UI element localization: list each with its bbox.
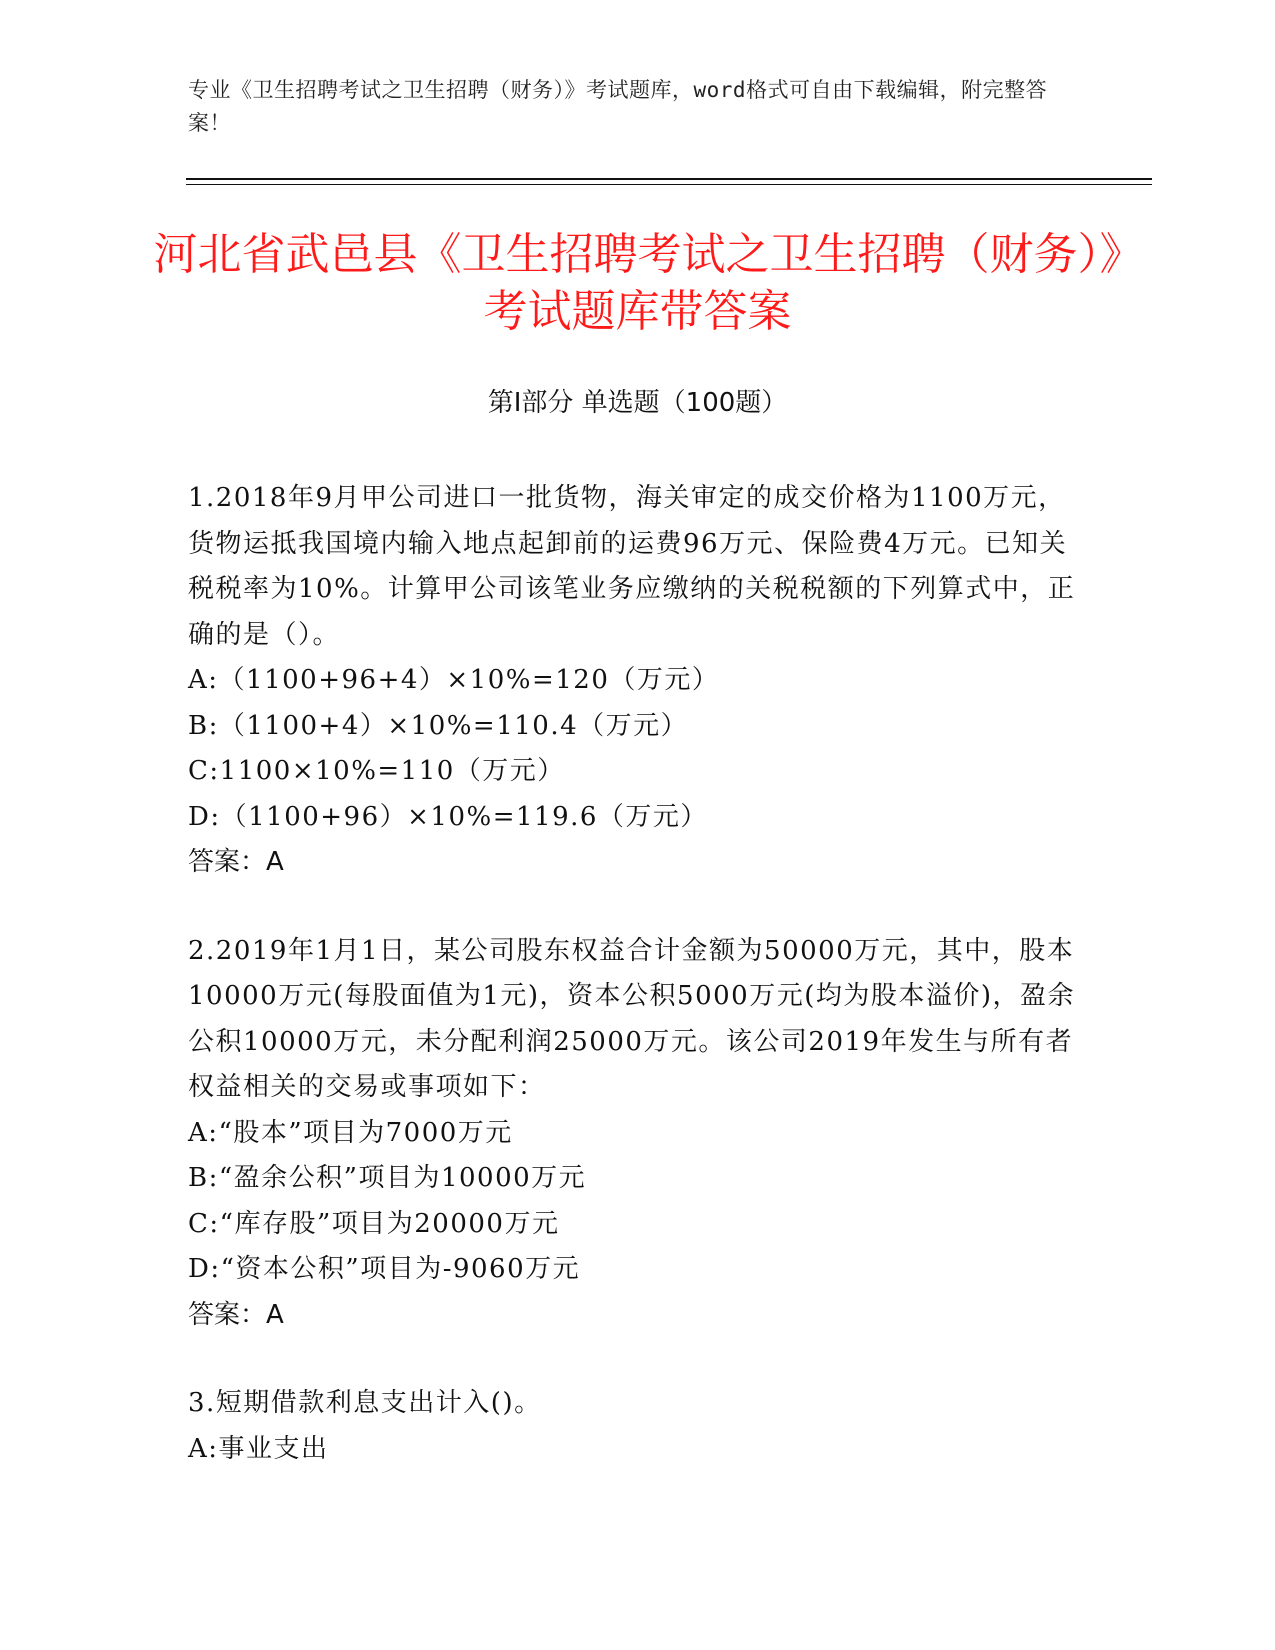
option-d: D:“资本公积”项目为-9060万元 — [188, 1254, 581, 1284]
answer: 答案：A — [188, 1299, 284, 1330]
option-b: B:（1100+4）×10%=110.4（万元） — [188, 710, 689, 741]
question-list — [188, 476, 1088, 1515]
question-stem: 2.2019年1月1日，某公司股东权益合计金额为50000万元，其中，股本10000万元(每股面值为1元)，资本公积5000万元(均为股本溢价)，盈余公积10000万元，未分配利润25000万元。该公司2019年发生与所有者权益相关的交易或事项如下： — [188, 935, 1075, 1102]
question-3 — [188, 1381, 1088, 1472]
option-c: C:1100×10%=110（万元） — [188, 756, 565, 786]
answer: 答案：A — [188, 847, 284, 877]
option-a: A:“股本”项目为7000万元 — [188, 1117, 513, 1148]
option-d: D:（1100+96）×10%=119.6（万元） — [188, 801, 708, 832]
header-rule-thick — [186, 178, 1152, 180]
section-heading: 第I部分 单选题（100题） — [487, 388, 788, 418]
option-b: B:“盈余公积”项目为10000万元 — [188, 1163, 587, 1193]
question-stem: 1.2018年9月甲公司进口一批货物，海关审定的成交价格为1100万元，货物运抵我国境内输入地点起卸前的运费96万元、保险费4万元。已知关税税率为10%。计算甲公司该笔业务应缴纳的关税税额的下列算式中，正确的是（）。 — [188, 483, 1076, 650]
option-a: A:（1100+96+4）×10%=120（万元） — [188, 665, 720, 695]
document-title: 河北省武邑县《卫生招聘考试之卫生招聘（财务）》考试题库带答案 — [153, 229, 1122, 337]
header-rule-thin — [186, 184, 1152, 185]
question-2 — [188, 929, 1088, 1339]
header-note: 专业《卫生招聘考试之卫生招聘（财务）》考试题库，word格式可自由下载编辑，附完整答案！ — [188, 78, 1048, 135]
question-1 — [188, 476, 1088, 886]
question-stem: 3.短期借款利息支出计入()。 — [188, 1388, 542, 1418]
option-c: C:“库存股”项目为20000万元 — [188, 1208, 560, 1239]
option-a: A:事业支出 — [188, 1433, 329, 1464]
